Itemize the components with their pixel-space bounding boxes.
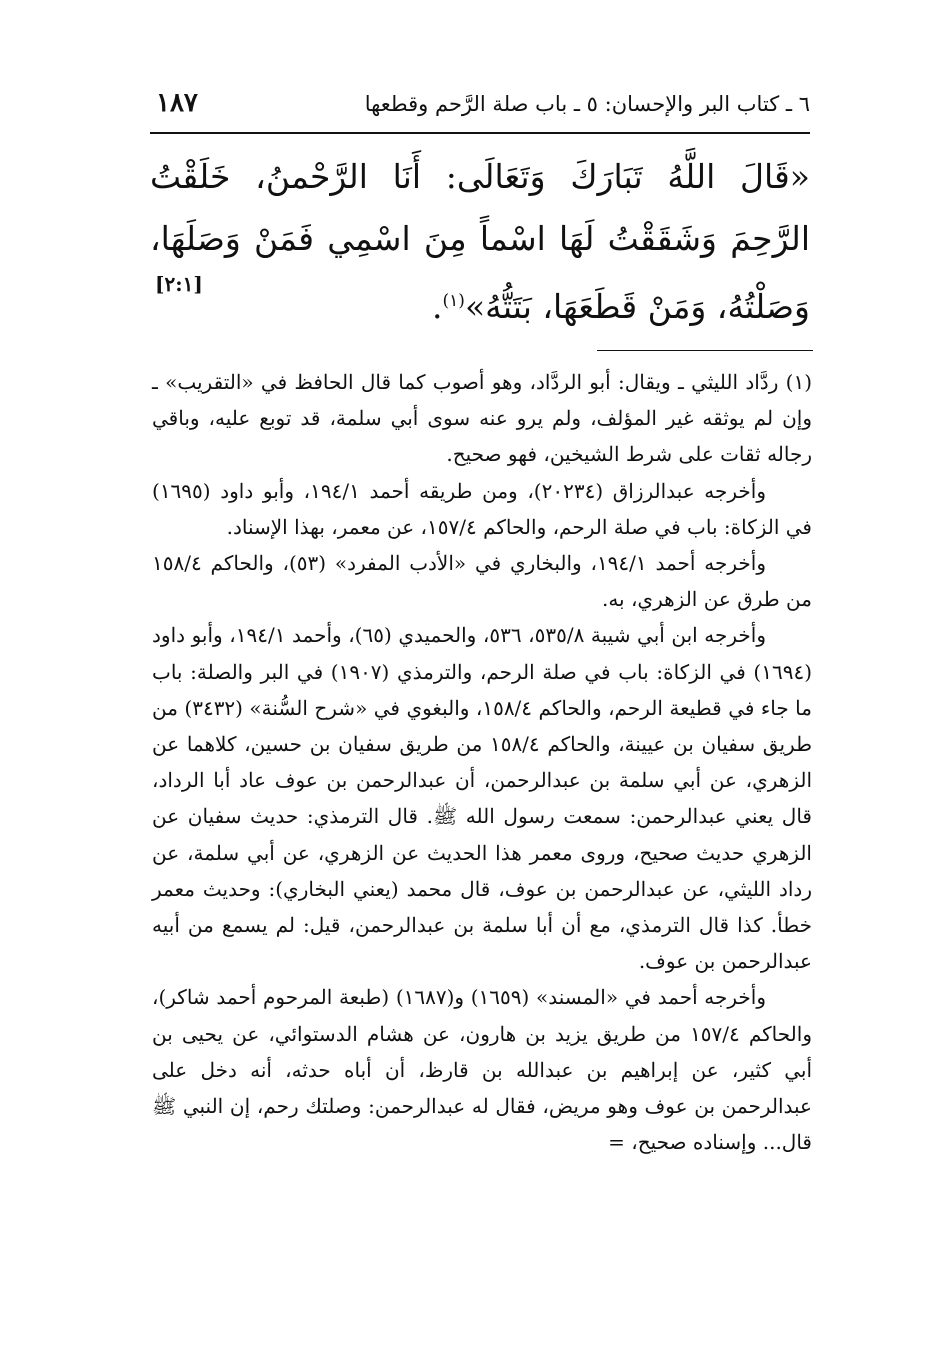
footnote-paragraph: وأخرجه ابن أبي شيبة ٥٣٥/٨، ٥٣٦، والحميدي (٦٥)، وأحمد ١٩٤/١، وأبو داود (١٦٩٤) في الزكاة: باب في صلة الرحم، والترمذي (١٩٠٧) في البر والصلة: باب ما جاء في قطيعة الرحم، والحاكم ١٥٨/٤، والبغوي في «شرح السُّنة» (٣٤٣٢) من طريق سفيان بن عيينة، والحاكم ١٥٨/٤ من طريق سفيان بن حسين، كلاهما عن الزهري، عن أبي سلمة بن عبدالرحمن، أن عبدالرحمن بن عوف عاد أبا الرداد، قال يعني عبدالرحمن: سمعت رسول الله ﷺ. قال الترمذي: حديث سفيان عن الزهري حديث صحيح، وروى معمر هذا الحديث عن الزهري، عن أبي سلمة، عن رداد الليثي، عن عبدالرحمن بن عوف، قال محمد (يعني البخاري): وحديث معمر خطأ. كذا قال الترمذي، مع أن أبا سلمة بن عبدالرحمن، قيل: لم يسمع من أبيه عبدالرحمن بن عوف. [152,623,812,974]
footnote-marker: (١) [442,291,465,311]
footnote-paragraph: وأخرجه أحمد في «المسند» (١٦٥٩) و(١٦٨٧) (طبعة المرحوم أحمد شاكر)، والحاكم ١٥٧/٤ من طريق يزيد بن هارون، عن هشام الدستوائي، عن يحيى بن أبي كثير، عن إبراهيم بن عبدالله بن قارظ، أن أباه حدثه، أنه دخل على عبدالرحمن بن عوف وهو مريض، فقال له عبدالرحمن: وصلتك رحم، إن النبي ﷺ قال... وإسناده صحيح، = [152,985,812,1155]
header-rule [150,132,810,134]
page-header [150,88,810,128]
footnote-separator [597,350,813,351]
footnote-paragraph: (١) ردَّاد الليثي ـ ويقال: أبو الردَّاد، وهو أصوب كما قال الحافظ في «التقريب» ـ وإن لم يوثقه غير المؤلف، ولم يرو عنه سوى أبي سلمة، قد توبع عليه، وباقي رجاله ثقات على شرط الشيخين، فهو صحيح. [152,370,812,467]
footnote-paragraph: وأخرجه أحمد ١٩٤/١، والبخاري في «الأدب المفرد» (٥٣)، والحاكم ١٥٨/٤ من طرق عن الزهري، به. [152,551,812,612]
running-title: ٦ ـ كتاب البر والإحسان: ٥ ـ باب صلة الرَّحم وقطعها [364,92,810,116]
page-number: ١٨٧ [156,88,198,118]
hadith-text [150,146,810,338]
footnote-paragraph: وأخرجه عبدالرزاق (٢٠٢٣٤)، ومن طريقه أحمد ١٩٤/١، وأبو داود (١٦٩٥) في الزكاة: باب في صلة الرحم، والحاكم ١٥٧/٤، عن معمر، بهذا الإسناد. [152,478,812,539]
hadith-end: . [432,287,443,326]
footnotes [152,364,812,1160]
hadith-body: «قَالَ اللَّهُ تَبَارَكَ وَتَعَالَى: أَنَا الرَّحْمنُ، خَلَقْتُ الرَّحِمَ وَشَقَقْتُ لَهَا اسْماً مِنَ اسْمِي فَمَنْ وَصَلَهَا، وَصَلْتُهُ، وَمَنْ قَطَعَهَا، بَتَتُّهُ» [150,157,810,326]
hadith-reference: [٢:١] [155,272,203,296]
